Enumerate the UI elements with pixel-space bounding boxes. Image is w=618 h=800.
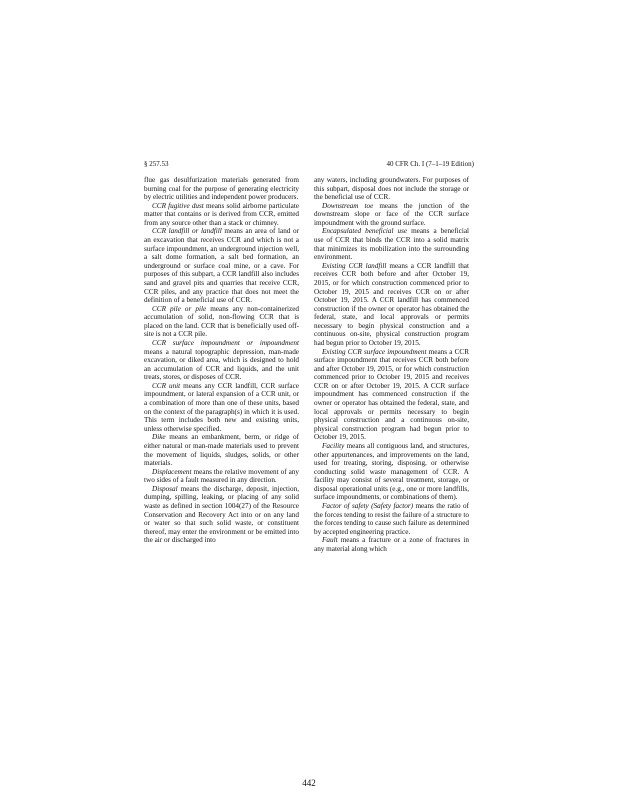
- definition-paragraph: [314, 348, 469, 442]
- definition-text: means a fracture or a zone of fractures in any material along which: [314, 536, 469, 553]
- definition-text: means a CCR surface impoundment that receives CCR both before and after October 19, 2015, or for which construction commenced prior to October 19, 2015 and receives CCR on or after October 19, 2015. A CCR surface impoundment has commenced construction if the owner or operator has obtained the federal, state, and local approvals or permits necessary to begin physical construction and a continuous on-site, physical construction program had begun prior to October 19, 2015.: [314, 347, 470, 442]
- defined-term: CCR unit: [152, 381, 181, 390]
- defined-term: Disposal: [152, 484, 178, 493]
- definition-text: means all contiguous land, and structures, other appurtenances, and improvements on the land, used for treating, storing, disposing, or otherwise conducting solid waste management of CCR. A facility may consist of several treatment, storage, or disposal operational units (e.g., one or more landfills, surface impoundments, or combinations of them).: [314, 441, 469, 502]
- definition-text: means the ratio of the forces tending to resist the failure of a structure to the forces tending to cause such failure as determined by accepted engineering practice.: [314, 501, 469, 536]
- definition-paragraph: [314, 202, 469, 228]
- defined-term: Dike: [152, 433, 166, 442]
- defined-term: Factor of safety (Safety factor): [322, 501, 414, 510]
- definition-paragraph: [314, 442, 469, 502]
- section-number: § 257.53: [144, 160, 169, 168]
- definition-text: means an area of land or an excavation that receives CCR and which is not a surface impoundment, an underground injection well, a salt dome formation, a salt bed formation, an underground or surface coal mine, or a cave. For purposes of this subpart, a CCR landfill also includes sand and gravel pits and quarries that receive CCR, CCR piles, and any practice that does not meet the definition of a beneficial use of CCR.: [144, 227, 299, 305]
- definition-text: means solid airborne particulate matter that contains or is derived from CCR, emitted from any source other than a stack or chimney.: [144, 201, 300, 227]
- defined-term: Downstream toe: [322, 201, 374, 210]
- cfr-edition: 40 CFR Ch. I (7–1–19 Edition): [386, 160, 474, 168]
- definition-text: means a CCR landfill that receives CCR both before and after October 19, 2015, or for which construction commenced prior to October 19, 2015 and receives CCR on or after October 19, 2015. A CCR landfill has commenced construction if the owner or operator has obtained the federal, state, and local approvals or permits necessary to begin physical construction and a continuous on-site, physical construction program had begun prior to October 19, 2015.: [314, 261, 469, 347]
- right-column: [314, 176, 469, 553]
- defined-term: CCR surface impoundment or impoundment: [152, 338, 299, 347]
- definition-paragraph: [144, 202, 299, 228]
- definition-text: means a beneficial use of CCR that binds the CCR into a solid matrix that minimizes its mobilization into the surrounding environment.: [314, 227, 469, 262]
- definition-text: means a natural topographic depression, man-made excavation, or diked area, which is designed to hold an accumulation of CCR and liquids, and the unit treats, stores, or disposes of CCR.: [144, 347, 299, 382]
- definition-paragraph: [144, 227, 299, 304]
- definition-paragraph: [144, 305, 299, 339]
- page-number: 442: [302, 778, 316, 788]
- definition-paragraph: [144, 468, 299, 485]
- definition-text: means any non-containerized accumulation of solid, non-flowing CCR that is placed on the land. CCR that is beneficially used off-site is not a CCR pile.: [144, 304, 299, 339]
- definition-text: means the discharge, deposit, injection, dumping, spilling, leaking, or placing of any solid waste as defined in section 1004(27) of the Resource Conservation and Recovery Act into or on any land or water so that such solid waste, or constituent thereof, may enter the environment or be emitted into the air or discharged into: [144, 484, 299, 545]
- defined-term: CCR fugitive dust: [152, 201, 204, 210]
- definition-text: any waters, including groundwaters. For purposes of this subpart, disposal does not include the storage or the beneficial use of CCR.: [314, 176, 469, 202]
- definition-paragraph: [144, 382, 299, 433]
- defined-term: CCR pile or pile: [152, 304, 207, 313]
- defined-term: CCR landfill or landfill: [152, 227, 222, 236]
- defined-term: Fault: [322, 536, 338, 545]
- definition-paragraph: [314, 176, 469, 202]
- definition-text: means the junction of the downstream slope or face of the CCR surface impoundment with the ground surface.: [314, 201, 469, 227]
- left-column: [144, 176, 299, 545]
- definition-text: means the relative movement of any two sides of a fault measured in any direction.: [144, 467, 299, 485]
- defined-term: Existing CCR landfill: [322, 261, 387, 270]
- definition-paragraph: [144, 433, 299, 467]
- defined-term: Facility: [322, 441, 345, 450]
- definition-paragraph: [144, 339, 299, 382]
- defined-term: Displacement: [152, 467, 192, 476]
- definition-paragraph: [314, 502, 469, 536]
- definition-paragraph: [314, 536, 469, 553]
- definition-paragraph: [314, 262, 469, 348]
- running-header: [144, 158, 474, 170]
- definition-paragraph: [314, 227, 469, 261]
- definition-paragraph: [144, 176, 299, 202]
- definition-paragraph: [144, 485, 299, 545]
- defined-term: Encapsulated beneficial use: [322, 227, 408, 236]
- definition-text: flue gas desulfurization materials generated from burning coal for the purpose of generating electricity by electric utilities and independent power producers.: [144, 176, 299, 202]
- definition-text: means any CCR landfill, CCR surface impoundment, or lateral expansion of a CCR unit, or a combination of more than one of these units, based on the context of the paragraph(s) in which it is used. This term includes both new and existing units, unless otherwise specified.: [144, 381, 299, 433]
- defined-term: Existing CCR surface impoundment: [322, 347, 427, 356]
- definition-text: means an embankment, berm, or ridge of either natural or man-made materials used to prevent the movement of liquids, sludges, solids, or other materials.: [144, 433, 299, 468]
